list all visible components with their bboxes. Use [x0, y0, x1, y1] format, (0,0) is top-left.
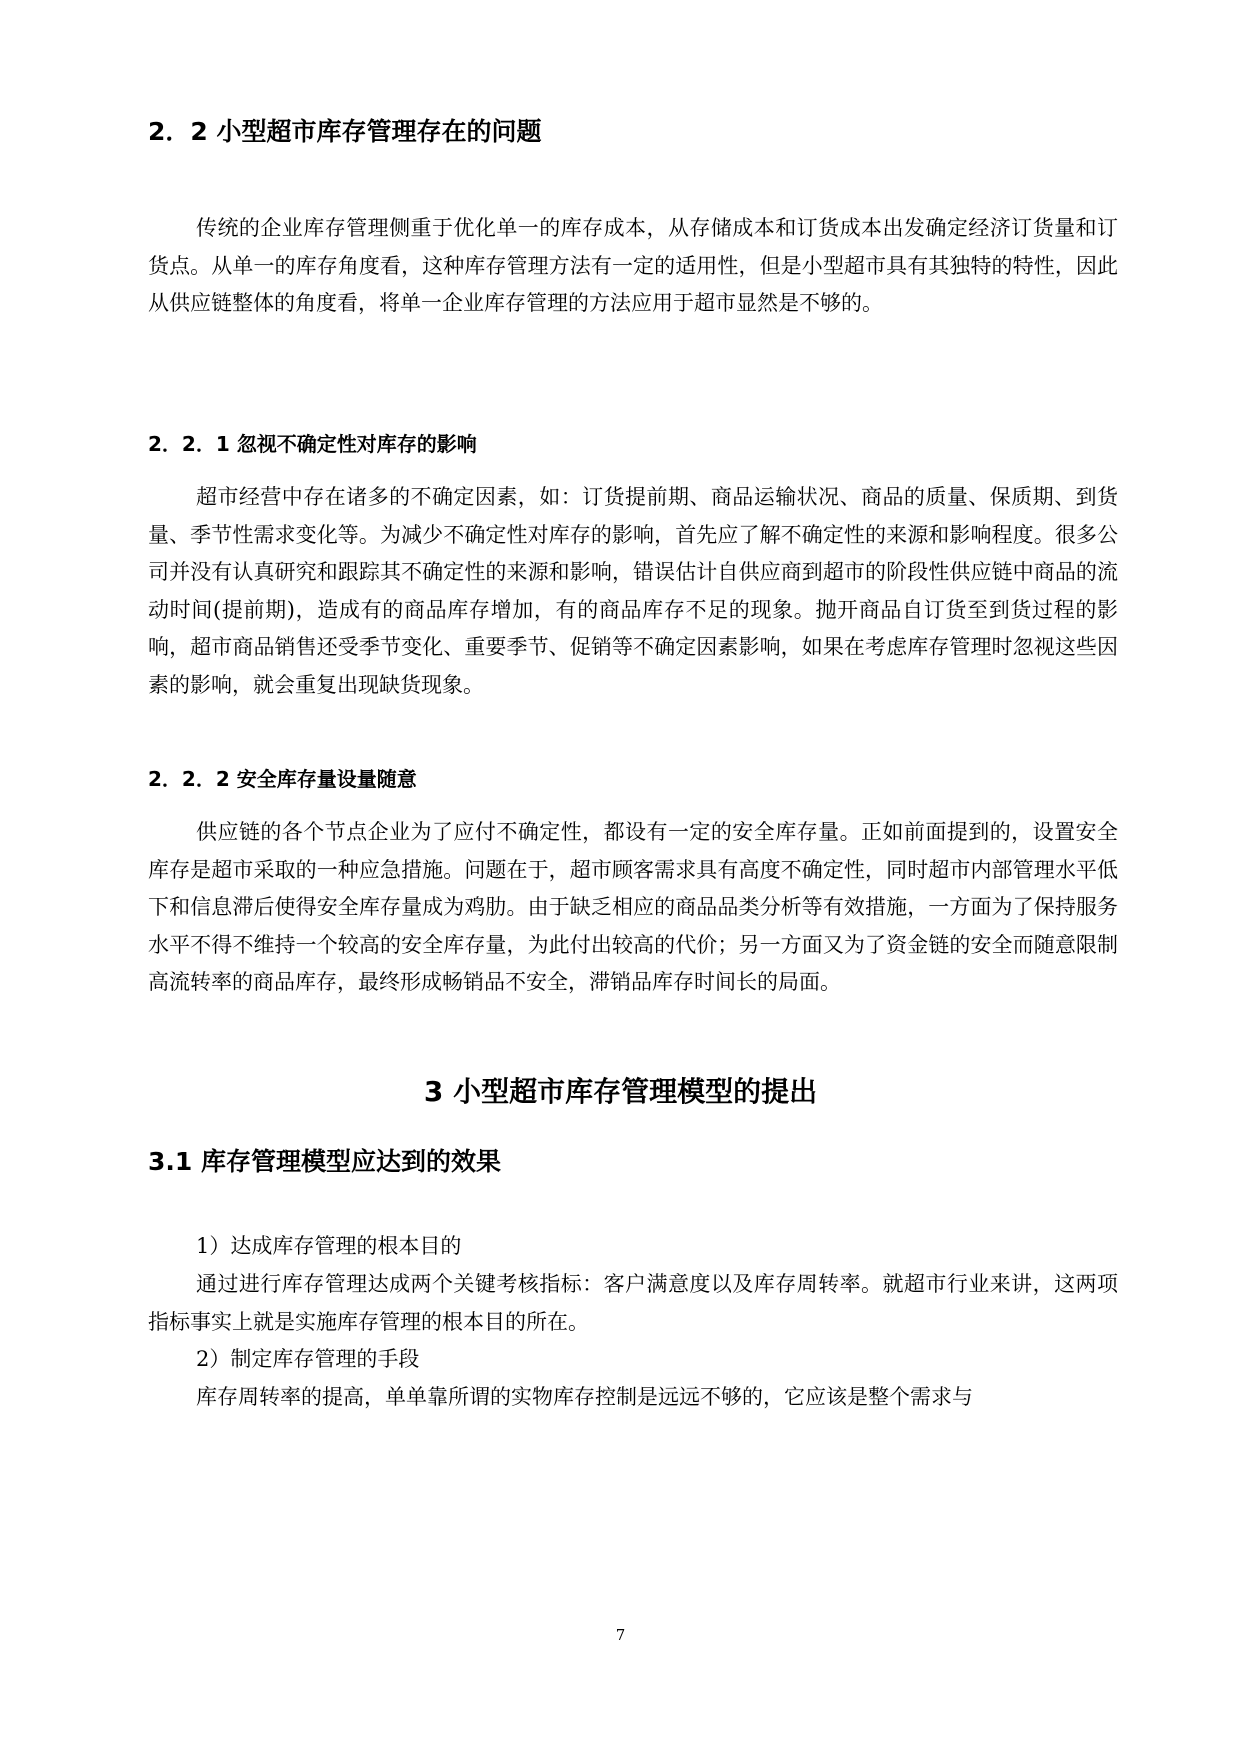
list-item-2: 2）制定库存管理的手段 [196, 1347, 420, 1371]
chapter-heading-3: 3 小型超市库存管理模型的提出 [423, 1075, 818, 1108]
paragraph-2-2: 传统的企业库存管理侧重于优化单一的库存成本，从存储成本和订货成本出发确定经济订货量和订货点。从单一的库存角度看，这种库存管理方法有一定的适用性，但是小型超市具有其独特的特性，因此从供应链整体的角度看，将单一企业库存管理的方法应用于超市显然是不够的。 [148, 216, 1118, 315]
page-number: 7 [615, 1626, 626, 1644]
section-heading-3-1: 3.1 库存管理模型应达到的效果 [148, 1147, 501, 1176]
list-item-1: 1）达成库存管理的根本目的 [196, 1234, 462, 1258]
paragraph-item-1: 通过进行库存管理达成两个关键考核指标：客户满意度以及库存周转率。就超市行业来讲，这两项指标事实上就是实施库存管理的根本目的所在。 [148, 1272, 1118, 1334]
section-heading-2-2-1: 2．2．1 忽视不确定性对库存的影响 [148, 432, 477, 456]
section-heading-2-2: 2．2 小型超市库存管理存在的问题 [148, 117, 542, 146]
paragraph-2-2-1: 超市经营中存在诸多的不确定因素，如：订货提前期、商品运输状况、商品的质量、保质期、到货量、季节性需求变化等。为减少不确定性对库存的影响，首先应了解不确定性的来源和影响程度。很多公司并没有认真研究和跟踪其不确定性的来源和影响，错误估计自供应商到超市的阶段性供应链中商品的流动时间(提前期)，造成有的商品库存增加，有的商品库存不足的现象。抛开商品自订货至到货过程的影响，超市商品销售还受季节变化、重要季节、促销等不确定因素影响，如果在考虑库存管理时忽视这些因素的影响，就会重复出现缺货现象。 [148, 485, 1118, 697]
section-heading-2-2-2: 2．2．2 安全库存量设量随意 [148, 767, 417, 791]
paragraph-2-2-2: 供应链的各个节点企业为了应付不确定性，都设有一定的安全库存量。正如前面提到的，设置安全库存是超市采取的一种应急措施。问题在于，超市顾客需求具有高度不确定性，同时超市内部管理水平低下和信息滞后使得安全库存量成为鸡肋。由于缺乏相应的商品品类分析等有效措施，一方面为了保持服务水平不得不维持一个较高的安全库存量，为此付出较高的代价；另一方面又为了资金链的安全而随意限制高流转率的商品库存，最终形成畅销品不安全，滞销品库存时间长的局面。 [148, 820, 1118, 994]
paragraph-item-2: 库存周转率的提高，单单靠所谓的实物库存控制是远远不够的，它应该是整个需求与 [196, 1385, 973, 1409]
